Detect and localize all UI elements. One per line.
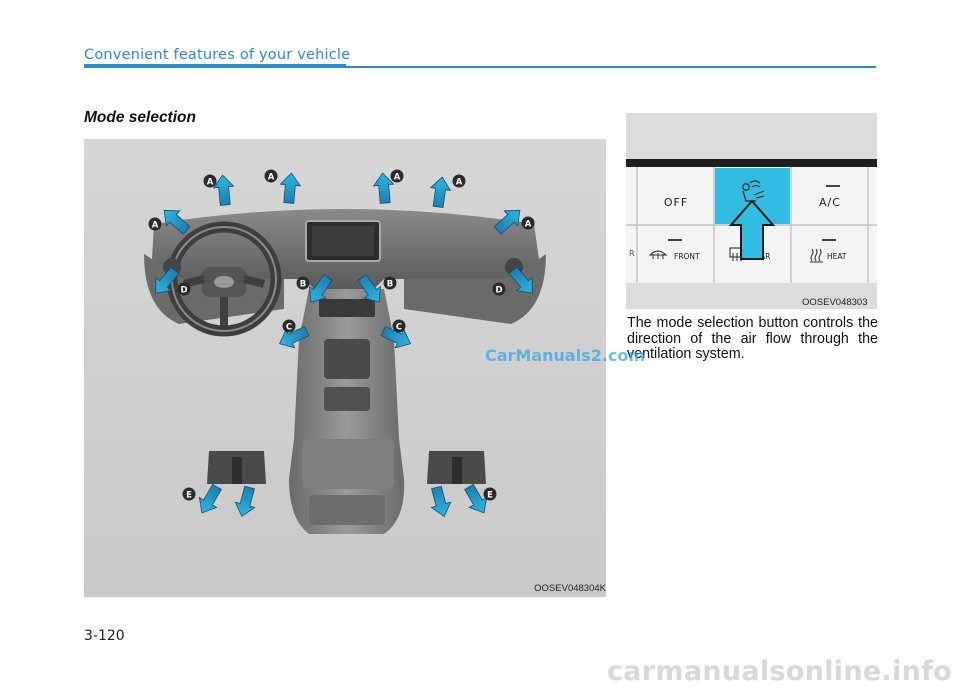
vent-label-c — [393, 320, 406, 333]
vent-label-a — [453, 175, 466, 188]
vent-label-a — [522, 217, 535, 230]
dashboard-vent-illustration — [84, 139, 606, 597]
vent-label-c — [283, 320, 296, 333]
header-tab — [84, 64, 346, 68]
vent-label-a-text: A — [151, 220, 159, 231]
right-floor-duct — [427, 451, 486, 484]
heat-button[interactable] — [792, 226, 867, 282]
vent-label-a — [391, 170, 404, 183]
vent-label-a — [204, 175, 217, 188]
ac-button[interactable] — [792, 168, 867, 224]
vent-label-a — [149, 218, 162, 231]
vent-label-e-text: E — [487, 490, 493, 501]
panel-figure-caption: OOSEV048303 — [802, 297, 868, 308]
vent-label-a-text: A — [206, 177, 214, 188]
vent-label-a-text: A — [267, 172, 275, 183]
vent-label-d — [493, 283, 506, 296]
vent-label-d-text: D — [180, 285, 188, 296]
vent-label-b-text: B — [386, 279, 394, 290]
vent-label-d-text: D — [495, 285, 503, 296]
section-title: Mode selection — [84, 109, 196, 126]
vent-label-e — [183, 488, 196, 501]
vent-label-b — [297, 277, 310, 290]
page-number: 3-120 — [84, 628, 125, 644]
main-figure-caption: OOSEV048304K — [534, 583, 606, 594]
body-paragraph: The mode selection button controls the direction of the air flow through the ventilation system. — [627, 315, 878, 362]
footer-watermark: carmanualsonline.info — [606, 656, 952, 687]
off-button[interactable] — [638, 168, 713, 224]
vent-label-b-text: B — [299, 279, 307, 290]
vent-label-e — [484, 488, 497, 501]
vent-label-a-text: A — [455, 177, 463, 188]
watermark-text: CarManuals2.com — [485, 346, 646, 365]
vent-label-d — [178, 283, 191, 296]
front-defrost-button[interactable] — [638, 226, 713, 282]
vent-label-c-text: C — [285, 322, 293, 333]
vent-label-a-text: A — [524, 219, 532, 230]
vent-label-a-text: A — [393, 172, 401, 183]
vent-label-a — [265, 170, 278, 183]
header-title: Convenient features of your vehicle — [84, 47, 351, 63]
panel-edge-label: R — [629, 249, 635, 258]
page-header — [84, 46, 876, 72]
vent-label-b — [384, 277, 397, 290]
climate-panel-illustration — [626, 113, 877, 309]
left-floor-duct — [207, 451, 266, 484]
vent-label-c-text: C — [395, 322, 403, 333]
vent-label-e-text: E — [186, 490, 192, 501]
